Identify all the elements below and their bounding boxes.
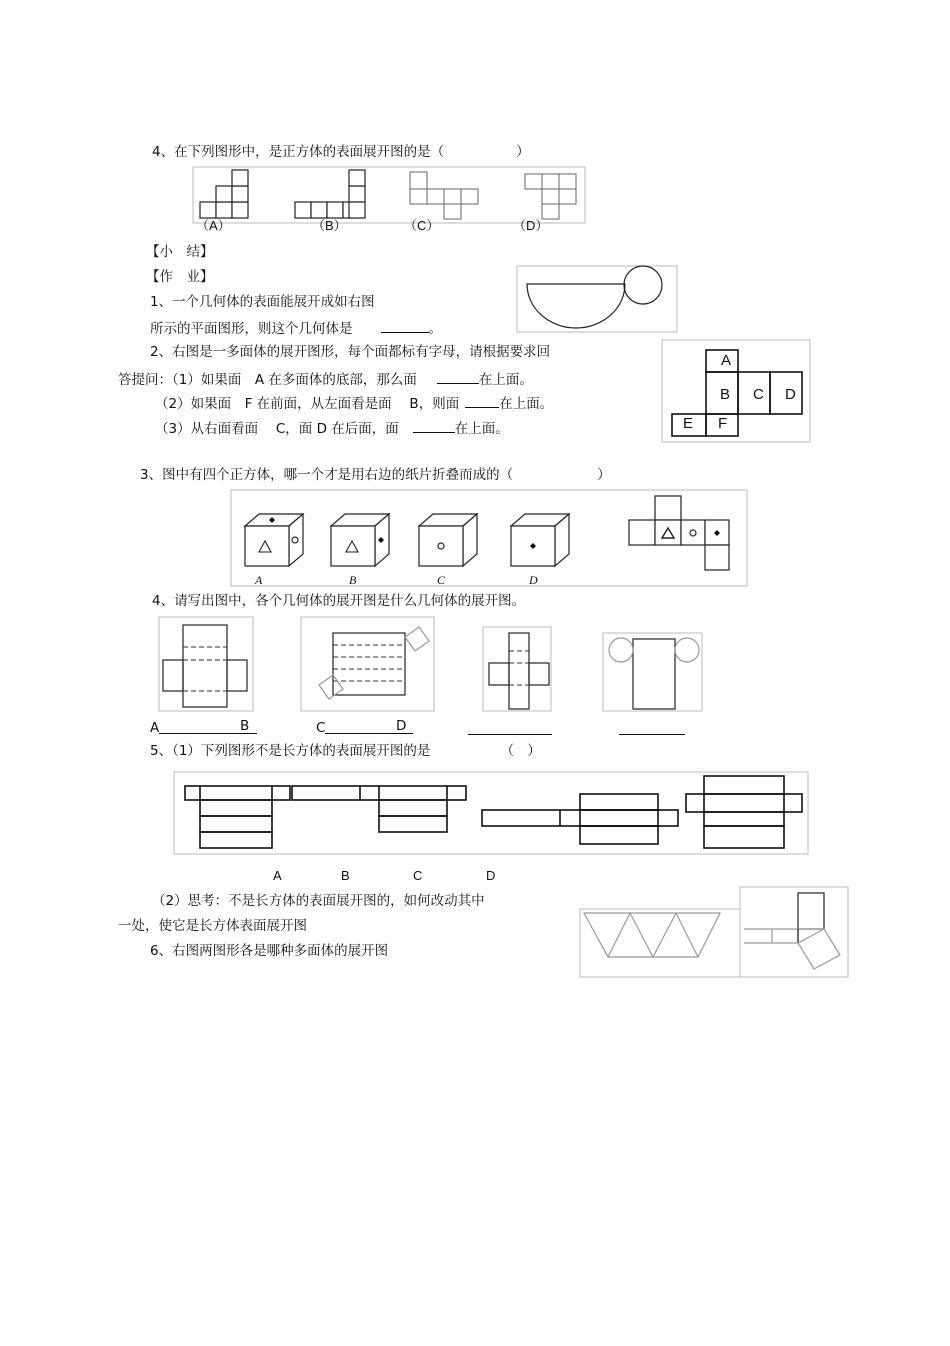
net-option-b (295, 170, 365, 218)
face-d-label: D (785, 386, 796, 403)
cubes-figure (229, 488, 749, 588)
answer-line-1: A (150, 717, 257, 737)
homework-1-line1: 1、一个几何体的表面能展开成如右图 (150, 294, 375, 310)
homework-2-line4: （3）从右面看面 C，面 D 在后面，面 在上面。 (155, 418, 509, 438)
cube-d (511, 514, 569, 566)
triangle-strip-net (584, 913, 720, 957)
answer-line-3 (468, 734, 552, 735)
square-pyramid-like-net (744, 893, 840, 969)
answer-line-2: C (316, 717, 413, 737)
option-a-label: （A） (196, 218, 231, 233)
face-f-label: F (718, 415, 728, 432)
face-c-label: C (753, 386, 764, 403)
cube-c-label: C (437, 573, 446, 587)
face-a-label: A (721, 352, 732, 369)
solid-nets-figure (155, 615, 715, 715)
paper-net (629, 496, 729, 570)
answer-line-1b: B (240, 718, 250, 734)
cuboid-option-c-label: C (413, 868, 423, 883)
cuboid-net-d (686, 776, 802, 848)
cube-a-label: A (255, 573, 263, 587)
summary-heading: 【小 结】 (146, 244, 214, 260)
polyhedra-nets-figure (578, 885, 853, 980)
cube-d-label: D (529, 573, 538, 587)
net-cuboid (159, 617, 253, 711)
homework-5-part2-line1: （2）思考：不是长方体的表面展开图的，如何改动其中 (152, 893, 485, 909)
homework-2-line3: （2）如果面 F 在前面，从左面看是面 B，则面 在上面。 (155, 393, 553, 413)
cuboid-net-a (185, 786, 290, 848)
face-b-label: B (720, 386, 731, 403)
cube-b-label: B (349, 573, 357, 587)
homework-heading: 【作 业】 (146, 269, 214, 285)
net-cylinder (603, 633, 702, 711)
option-c-label: （C） (404, 218, 440, 233)
cube-c (419, 514, 477, 566)
net-prism (301, 617, 434, 711)
cuboid-nets-figure (172, 770, 812, 856)
answer-line-4 (619, 734, 685, 735)
net-option-c (410, 172, 478, 219)
option-d-label: （D） (513, 218, 549, 233)
homework-5-text: 5、（1）下列图形不是长方体的表面展开图的是 （ ） (150, 743, 541, 759)
homework-4-text: 4、请写出图中，各个几何体的展开图是什么几何体的展开图。 (152, 593, 526, 609)
cube-a (245, 514, 303, 566)
question-4-text: 4、在下列图形中，是正方体的表面展开图的是（ ） (152, 144, 530, 160)
net-square-prism (483, 627, 551, 711)
cube-b (331, 514, 389, 566)
homework-3-text: 3、图中有四个正方体，哪一个才是用右边的纸片折叠而成的（ ） (140, 467, 611, 483)
answer-line-2b: D (396, 718, 407, 734)
cuboid-net-c (482, 794, 678, 844)
face-e-label: E (683, 415, 694, 432)
homework-2-line2: 答提问：（1）如果面 A 在多面体的底部，那么面 在上面。 (118, 369, 533, 389)
q4-nets-figure (190, 165, 590, 225)
homework-1-line2: 所示的平面图形，则这个几何体是 。 (150, 318, 442, 338)
cone-net-figure (515, 264, 680, 334)
net-option-d (525, 174, 576, 219)
homework-6-text: 6、右图两图形各是哪种多面体的展开图 (150, 943, 389, 959)
cuboid-option-b-label: B (341, 868, 350, 883)
cuboid-option-d-label: D (486, 868, 496, 883)
cuboid-net-b (292, 786, 466, 832)
option-b-label: （B） (312, 218, 347, 233)
net-option-a (200, 170, 248, 218)
homework-2-line1: 2、右图是一多面体的展开图形，每个面都标有字母，请根据要求回 (150, 344, 551, 360)
homework-5-part2-line2: 一处，使它是长方体表面展开图 (118, 918, 307, 934)
cuboid-option-a-label: A (273, 868, 282, 883)
